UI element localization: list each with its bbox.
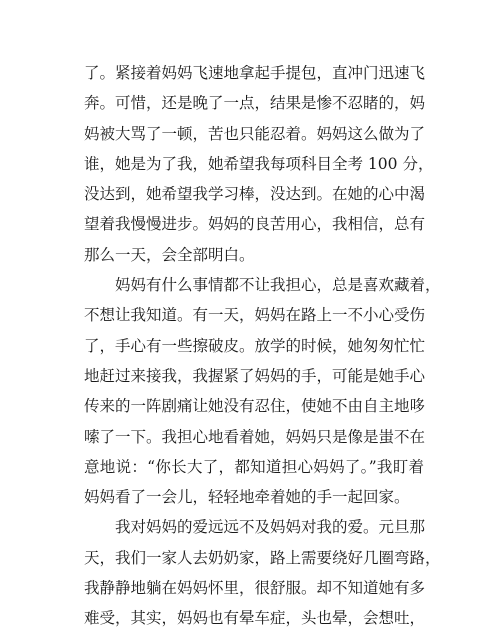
- text-line: 传来的一阵剧痛让她没有忍住，使她不由自主地哆: [84, 397, 426, 416]
- text-line: 我静静地躺在妈妈怀里，很舒服。却不知道她有多: [84, 579, 426, 598]
- text-line: 了，手心有一些擦破皮。放学的时候，她匆匆忙忙: [84, 336, 426, 355]
- document-page: [84, 58, 441, 634]
- text-line: 我对妈妈的爱远远不及妈妈对我的爱。元旦那: [115, 518, 426, 537]
- text-line: 没达到，她希望我学习棒，没达到。在她的心中渴: [84, 185, 426, 204]
- text-line: 望着我慢慢进步。妈妈的良苦用心，我相信，总有: [84, 215, 426, 234]
- text-line: 不想让我知道。有一天，妈妈在路上一不小心受伤: [84, 306, 426, 325]
- text-line: 天，我们一家人去奶奶家，路上需要绕好几圈弯路，: [84, 548, 441, 567]
- text-line: 妈被大骂了一顿，苦也只能忍着。妈妈这么做为了: [84, 124, 426, 143]
- text-line: 妈妈看了一会儿，轻轻地牵着她的手一起回家。: [84, 488, 410, 507]
- text-line: 意地说：“你长大了，都知道担心妈妈了。”我盯着: [84, 457, 424, 476]
- paragraph-3: [84, 512, 441, 633]
- paragraph-2: [84, 270, 441, 512]
- text-line: 难受，其实，妈妈也有晕车症，头也晕，会想吐，: [84, 609, 426, 628]
- text-line: 地赶过来接我，我握紧了妈妈的手，可能是她手心: [84, 366, 426, 385]
- text-line: 嗦了一下。我担心地看着她，妈妈只是像是蚩不在: [84, 427, 426, 446]
- text-line: 谁，她是为了我，她希望我每项科目全考 100 分，: [84, 154, 434, 173]
- text-line: 妈妈有什么事情都不让我担心，总是喜欢藏着，: [115, 276, 441, 295]
- text-line: 那么一天，会全部明白。: [84, 245, 255, 264]
- text-line: 奔。可惜，还是晚了一点，结果是惨不忍睹的，妈: [84, 94, 426, 113]
- text-line: 了。紧接着妈妈飞速地拿起手提包，直冲门迅速飞: [84, 64, 426, 82]
- paragraph-1: [84, 58, 434, 270]
